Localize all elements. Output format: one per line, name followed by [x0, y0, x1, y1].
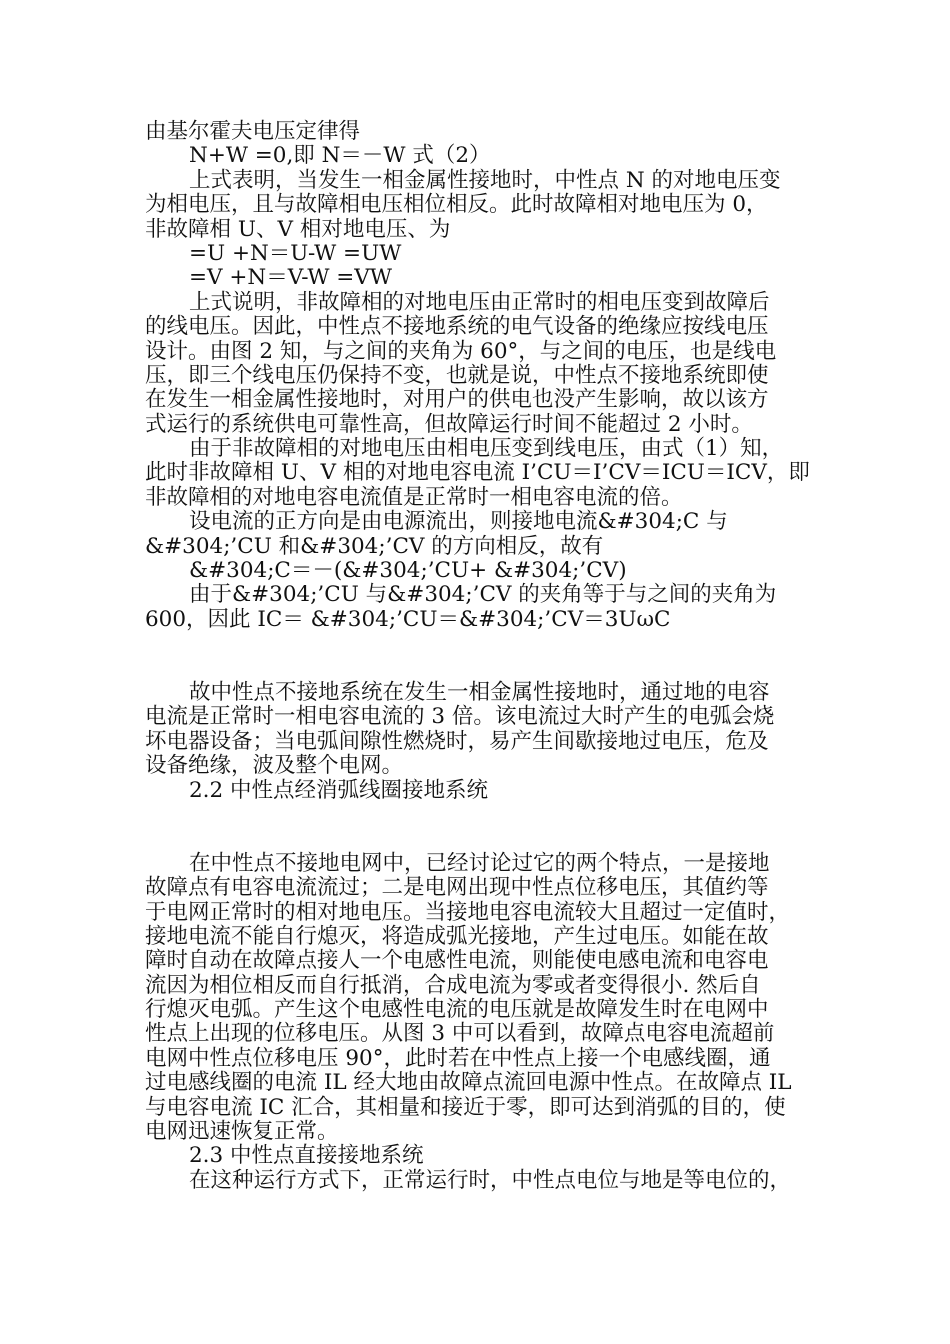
paragraph-line: 的线电压。因此，中性点不接地系统的电气设备的绝缘应按线电压	[145, 314, 769, 340]
paragraph-line: 流因为相位相反而自行抵消，合成电流为零或者变得很小. 然后自	[145, 972, 761, 998]
section-heading: 2.3 中性点直接接地系统	[189, 1143, 424, 1169]
paragraph-line: 式运行的系统供电可靠性高，但故障运行时间不能超过 2 小时。	[145, 411, 753, 437]
paragraph-line: 接地电流不能自行熄灭，将造成弧光接地，产生过电压。如能在故	[145, 923, 769, 949]
paragraph-line: 于电网正常时的相对地电压。当接地电容电流较大且超过一定值时，	[145, 899, 791, 925]
equation-line: =V +N＝V-W =VW	[189, 265, 392, 291]
paragraph-line: 压，即三个线电压仍保持不变，也就是说，中性点不接地系统即使	[145, 362, 769, 388]
paragraph-line: 在发生一相金属性接地时，对用户的供电也没产生影响，故以该方	[145, 387, 769, 413]
paragraph-line: 故障点有电容电流流过；二是电网出现中性点位移电压，其值约等	[145, 875, 769, 901]
paragraph-line: 障时自动在故障点接人一个电感性电流，则能使电感电流和电容电	[145, 948, 769, 974]
paragraph-line: 坏电器设备；当电弧间隙性燃烧时，易产生间歇接地过电压，危及	[145, 728, 769, 754]
section-heading: 2.2 中性点经消弧线圈接地系统	[189, 777, 489, 803]
paragraph-line: 故中性点不接地系统在发生一相金属性接地时，通过地的电容	[189, 679, 770, 705]
blank-line	[145, 827, 805, 851]
paragraph-line: 设备绝缘，波及整个电网。	[145, 753, 404, 779]
blank-line	[145, 632, 805, 656]
paragraph-line: 与电容电流 IC 汇合，其相量和接近于零，即可达到消弧的目的，使	[145, 1094, 786, 1120]
paragraph-line: 由基尔霍夫电压定律得	[145, 119, 361, 144]
paragraph-line: 600，因此 IC＝ &#304;’CU＝&#304;’CV＝3UωC	[145, 606, 671, 632]
paragraph-line: 设电流的正方向是由电源流出，则接地电流&#304;C 与	[189, 509, 728, 535]
paragraph-line: 非故障相的对地电容电流值是正常时一相电容电流的倍。	[145, 484, 683, 510]
paragraph-line: 在中性点不接地电网中，已经讨论过它的两个特点，一是接地	[189, 850, 770, 876]
paragraph-line: 由于&#304;’CU 与&#304;’CV 的夹角等于与之间的夹角为	[189, 582, 777, 608]
paragraph-line: 为相电压，且与故障相电压相位相反。此时故障相对地电压为 0，	[145, 192, 768, 218]
paragraph-line: 电流是正常时一相电容电流的 3 倍。该电流过大时产生的电弧会烧	[145, 704, 775, 730]
document-body	[145, 119, 810, 1193]
paragraph-line: 性点上出现的位移电压。从图 3 中可以看到，故障点电容电流超前	[145, 1021, 775, 1047]
paragraph-line: 此时非故障相 U、V 相的对地电容电流 I’CU＝I’CV＝ICU＝ICV，即	[145, 460, 810, 486]
paragraph-line: &#304;’CU 和&#304;’CV 的方向相反，故有	[145, 533, 604, 559]
blank-line	[145, 657, 805, 681]
paragraph-line: 非故障相 U、V 相对地电压、为	[145, 216, 451, 242]
paragraph-line: 过电感线圈的电流 IL 经大地由故障点流回电源中性点。在故障点 IL	[145, 1070, 792, 1096]
paragraph-line: 由于非故障相的对地电压由相电压变到线电压，由式（1）知，	[189, 436, 784, 462]
paragraph-line: 上式表明，当发生一相金属性接地时，中性点 N 的对地电压变	[189, 167, 781, 193]
blank-line	[145, 803, 805, 827]
paragraph-line: 电网迅速恢复正常。	[145, 1119, 339, 1145]
paragraph-line: 电网中性点位移电压 90°，此时若在中性点上接一个电感线圈，通	[145, 1045, 771, 1071]
paragraph-line: 设计。由图 2 知，与之间的夹角为 60°，与之间的电压，也是线电	[145, 338, 777, 364]
equation-line: &#304;C＝－(&#304;’CU+ &#304;’CV)	[189, 558, 627, 584]
paragraph-line: 上式说明，非故障相的对地电压由正常时的相电压变到故障后	[189, 289, 770, 315]
equation-line: =U +N＝U-W =UW	[189, 240, 402, 266]
equation-line: N+W =0,即 N＝－W 式（2）	[189, 143, 491, 169]
paragraph-line: 在这种运行方式下，正常运行时，中性点电位与地是等电位的，	[189, 1167, 792, 1193]
paragraph-line: 行熄灭电弧。产生这个电感性电流的电压就是故障发生时在电网中	[145, 997, 769, 1023]
